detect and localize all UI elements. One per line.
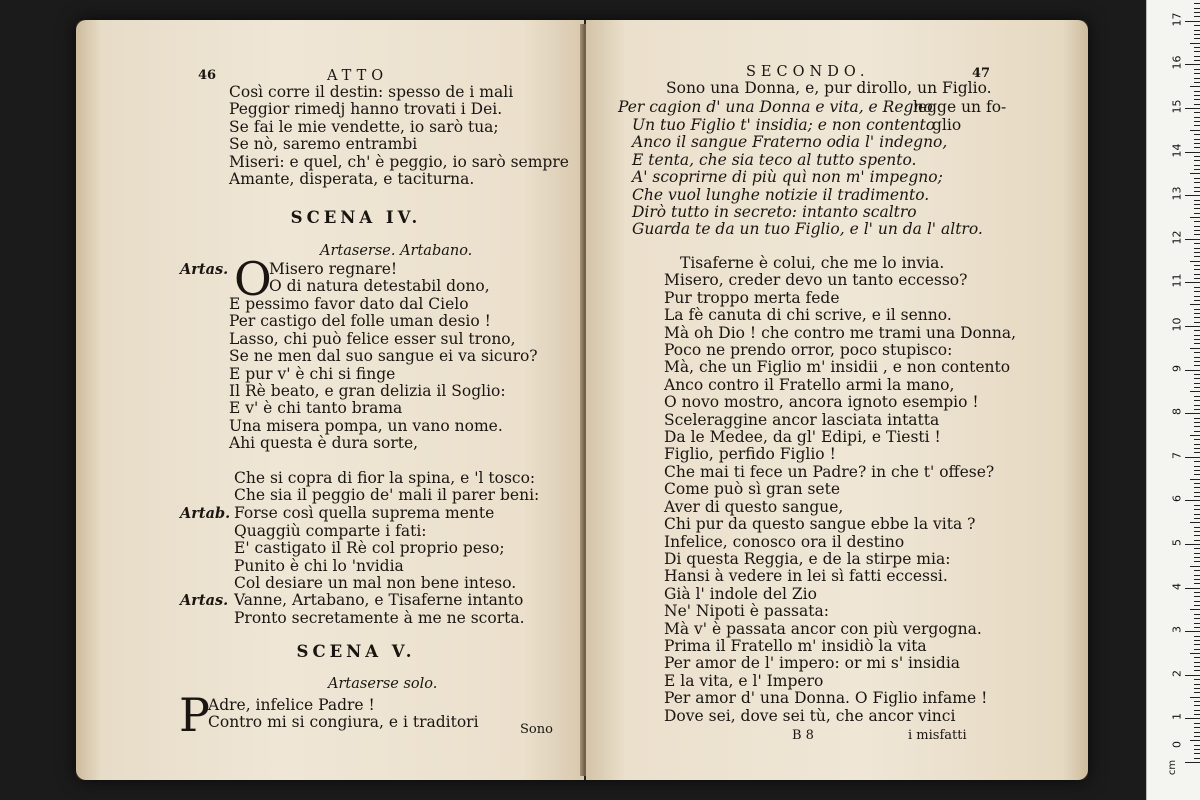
text-line: Anco il sangue Fraterno odia l' indegno, [632, 133, 948, 152]
ruler-tick [1185, 718, 1200, 719]
ruler-label: 14 [1170, 143, 1184, 158]
ruler-tick [1185, 152, 1200, 153]
ruler-tick [1194, 596, 1200, 597]
text-line: Adre, infelice Padre ! [208, 696, 375, 714]
ruler-tick [1194, 496, 1200, 497]
text-line: Prima il Fratello m' insidiò la vita [664, 636, 927, 655]
text-line: Misero regnare! [269, 260, 398, 278]
stage-direction: legge un fo- [913, 98, 1007, 116]
ruler-tick [1194, 561, 1200, 562]
ruler-tick [1185, 326, 1200, 327]
text-line: Dirò tutto in secreto: intanto scaltro [632, 203, 917, 222]
ruler-tick [1194, 679, 1200, 680]
text-line: Mà v' è passata ancor con più vergogna. [664, 619, 982, 638]
ruler-tick [1194, 487, 1200, 488]
ruler-tick [1194, 623, 1200, 624]
ruler-tick [1194, 343, 1200, 344]
ruler-tick [1194, 509, 1200, 510]
text-line: Punito è chi lo 'nvidia [234, 556, 404, 575]
scene-5-title: SCENA V. [296, 642, 416, 661]
ruler-label: 2 [1170, 669, 1184, 677]
ruler-tick [1194, 418, 1200, 419]
ruler-tick [1194, 78, 1200, 79]
text-line: Per castigo del folle uman desio ! [229, 312, 491, 331]
ruler-tick [1185, 675, 1200, 676]
ruler-tick [1194, 723, 1200, 724]
ruler-tick [1194, 278, 1200, 279]
text-line: Una misera pompa, un vano nome. [229, 416, 503, 435]
ruler-tick [1194, 56, 1200, 57]
ruler-tick [1194, 187, 1200, 188]
ruler-tick [1194, 322, 1200, 323]
ruler-tick [1194, 474, 1200, 475]
ruler-tick [1194, 448, 1200, 449]
scene-5-speech [208, 697, 479, 732]
text-line: Amante, disperata, e taciturna. [229, 170, 475, 189]
ruler-tick [1194, 688, 1200, 689]
left-opening-lines [229, 84, 569, 188]
text-line: Peggior rimedj hanno trovati i Dei. [229, 100, 503, 119]
ruler-label: 5 [1170, 539, 1184, 546]
ruler-tick [1185, 588, 1200, 589]
ruler-tick [1190, 217, 1200, 218]
ruler-tick [1194, 640, 1200, 641]
ruler-label: 15 [1170, 99, 1184, 114]
text-line: Aver di questo sangue, [664, 497, 844, 516]
ruler-tick [1194, 330, 1200, 331]
ruler-tick [1194, 383, 1200, 384]
ruler-tick [1194, 47, 1200, 48]
ruler-tick [1190, 566, 1200, 567]
text-line: Già l' indole del Zio [664, 584, 817, 603]
ruler-tick [1190, 130, 1200, 131]
ruler-tick [1194, 274, 1200, 275]
ruler-tick [1190, 740, 1200, 741]
ruler-tick [1194, 16, 1200, 17]
ruler-tick [1194, 125, 1200, 126]
text-line: Che si copra di fior la spina, e 'l tosco: [234, 469, 536, 487]
text-line: Col desiare un mal non bene inteso. [234, 574, 517, 593]
text-line: Guarda te da un tuo Figlio, e l' un da l' altro. [632, 220, 983, 239]
ruler-tick [1194, 409, 1200, 410]
left-page-number: 46 [198, 68, 217, 83]
ruler-tick [1194, 649, 1200, 650]
text-line: E pessimo favor dato dal Cielo [229, 295, 469, 313]
letter-text [632, 117, 983, 239]
text-line: Se fai le mie vendette, io sarò tua; [229, 117, 499, 136]
text-line: E tenta, che sia teco al tutto spento. [632, 150, 917, 169]
ruler-tick [1190, 697, 1200, 698]
ruler-tick [1194, 736, 1200, 737]
ruler-tick [1194, 234, 1200, 235]
ruler-tick [1190, 391, 1200, 392]
right-page [586, 20, 1088, 780]
speaker-label: Artas. [180, 592, 229, 609]
ruler-tick [1194, 710, 1200, 711]
measurement-ruler [1146, 0, 1200, 800]
ruler-tick [1194, 583, 1200, 584]
ruler-tick [1194, 339, 1200, 340]
ruler-label: 3 [1170, 626, 1184, 634]
scene-4-speech-3: Pronto secretamente à me ne scorta. [234, 609, 525, 627]
ruler-tick [1194, 296, 1200, 297]
ruler-tick [1190, 261, 1200, 262]
text-line: E la vita, e l' Impero [664, 671, 824, 690]
ruler-tick [1194, 666, 1200, 667]
scene-5-characters: Artaserse solo. [328, 676, 438, 692]
ruler-tick [1190, 348, 1200, 349]
ruler-tick [1194, 143, 1200, 144]
speaker-label: Artas. [180, 261, 229, 278]
ruler-tick [1185, 762, 1200, 763]
text-line: Chi pur da questo sangue ebbe la vita ? [664, 515, 976, 534]
text-line: Dove sei, dove sei tù, che ancor vinci [664, 706, 956, 725]
ruler-tick [1194, 400, 1200, 401]
ruler-tick [1194, 30, 1200, 31]
ruler-tick [1194, 701, 1200, 702]
ruler-tick [1194, 745, 1200, 746]
ruler-label: 6 [1170, 495, 1184, 503]
drop-cap: O [234, 252, 272, 306]
scene-4-speech-2 [234, 523, 516, 593]
ruler-tick [1194, 95, 1200, 96]
ruler-tick [1194, 269, 1200, 270]
ruler-tick [1185, 282, 1200, 283]
ruler-tick [1190, 479, 1200, 480]
text-line: Figlio, perfido Figlio ! [664, 445, 836, 464]
text-line: Poco ne prendo orror, poco stupisco: [664, 341, 953, 360]
ruler-tick [1194, 527, 1200, 528]
ruler-label: 4 [1170, 582, 1184, 590]
ruler-tick [1190, 653, 1200, 654]
ruler-tick [1194, 178, 1200, 179]
ruler-tick [1194, 505, 1200, 506]
ruler-tick [1194, 352, 1200, 353]
text-line: Che sia il peggio de' mali il parer beni: [234, 486, 540, 505]
ruler-tick [1194, 662, 1200, 663]
scene-4-speech-1-start [269, 261, 490, 296]
text-line: Di questa Reggia, e de la stirpe mia: [664, 549, 951, 568]
ruler-tick [1194, 431, 1200, 432]
ruler-tick [1194, 714, 1200, 715]
ruler-tick [1194, 335, 1200, 336]
ruler-tick [1194, 365, 1200, 366]
text-line: Per amor de l' impero: or mi s' insidia [664, 654, 961, 673]
ruler-tick [1190, 609, 1200, 610]
ruler-tick [1194, 82, 1200, 83]
ruler-tick [1194, 579, 1200, 580]
letter-intro: Per cagion d' una Donna e vita, e Regno [618, 98, 933, 116]
ruler-tick [1194, 644, 1200, 645]
ruler-tick [1194, 452, 1200, 453]
text-line: Da le Medee, da gl' Edipi, e Tiesti ! [664, 428, 941, 447]
ruler-tick [1194, 605, 1200, 606]
text-line: Che mai ti fece un Padre? in che t' offese? [664, 462, 995, 481]
ruler-tick [1194, 91, 1200, 92]
ruler-label: 10 [1170, 317, 1184, 332]
right-speech [664, 255, 1016, 725]
ruler-tick [1194, 3, 1200, 4]
ruler-tick [1194, 378, 1200, 379]
ruler-tick [1185, 544, 1200, 545]
ruler-tick [1185, 64, 1200, 65]
ruler-tick [1190, 522, 1200, 523]
ruler-label: 16 [1170, 55, 1184, 70]
text-line: Pur troppo merta fede [664, 288, 840, 307]
ruler-tick [1194, 483, 1200, 484]
scene-4-characters: Artaserse. Artabano. [320, 243, 473, 259]
ruler-tick [1194, 34, 1200, 35]
text-line: Anco contro il Fratello armi la mano, [664, 375, 955, 394]
ruler-tick [1194, 134, 1200, 135]
ruler-tick [1194, 182, 1200, 183]
text-line: Contro mi si congiura, e i traditori [208, 713, 479, 732]
ruler-tick [1194, 104, 1200, 105]
ruler-tick [1194, 535, 1200, 536]
ruler-tick [1194, 12, 1200, 13]
text-line: Come può sì gran sete [664, 480, 841, 499]
ruler-tick [1194, 601, 1200, 602]
left-running-header: ATTO [327, 68, 389, 84]
ruler-tick [1194, 422, 1200, 423]
ruler-tick [1185, 195, 1200, 196]
left-page [76, 20, 584, 780]
ruler-tick [1194, 73, 1200, 74]
ruler-tick [1194, 518, 1200, 519]
ruler-tick [1194, 169, 1200, 170]
text-line: Per amor d' una Donna. O Figlio infame ! [664, 689, 988, 708]
ruler-tick [1194, 627, 1200, 628]
ruler-tick [1194, 614, 1200, 615]
text-line: Il Rè beato, e gran delizia il Soglio: [229, 382, 506, 401]
ruler-tick [1194, 191, 1200, 192]
ruler-tick [1194, 405, 1200, 406]
ruler-tick [1185, 239, 1200, 240]
right-catchword: i misfatti [908, 728, 967, 743]
ruler-tick [1194, 208, 1200, 209]
ruler-label: 1 [1170, 713, 1184, 721]
right-page-number: 47 [972, 66, 991, 81]
ruler-tick [1190, 435, 1200, 436]
ruler-tick [1194, 300, 1200, 301]
ruler-tick [1194, 618, 1200, 619]
ruler-tick [1194, 570, 1200, 571]
ruler-tick [1194, 727, 1200, 728]
ruler-tick [1194, 692, 1200, 693]
ruler-tick [1194, 287, 1200, 288]
ruler-tick [1194, 51, 1200, 52]
ruler-tick [1194, 204, 1200, 205]
right-first-line: Sono una Donna, e, pur dirollo, un Figlio. [666, 79, 992, 97]
text-line: Se ne men dal suo sangue ei va sicuro? [229, 347, 538, 366]
ruler-tick [1194, 256, 1200, 257]
ruler-tick [1194, 117, 1200, 118]
ruler-tick [1194, 470, 1200, 471]
ruler-tick [1194, 112, 1200, 113]
left-catchword: Sono [520, 722, 553, 737]
text-line: E v' è chi tanto brama [229, 399, 403, 418]
ruler-label: 0 [1170, 741, 1184, 748]
ruler-tick [1194, 313, 1200, 314]
ruler-tick [1194, 160, 1200, 161]
ruler-tick [1194, 309, 1200, 310]
text-line: E' castigato il Rè col proprio peso; [234, 539, 505, 558]
text-line: O novo mostro, ancora ignoto esempio ! [664, 393, 979, 412]
ruler-tick [1194, 540, 1200, 541]
right-running-header: SECONDO. [746, 64, 870, 80]
text-line: Tisaferne è colui, che me lo invia. [680, 254, 945, 272]
ruler-tick [1194, 575, 1200, 576]
ruler-tick [1194, 248, 1200, 249]
open-book [76, 20, 1088, 780]
ruler-tick [1194, 243, 1200, 244]
text-line: Così corre il destin: spesso de i mali [229, 83, 514, 101]
ruler-tick [1194, 200, 1200, 201]
scene-4-title: SCENA IV. [290, 208, 422, 227]
ruler-label: 7 [1170, 451, 1184, 459]
ruler-tick [1194, 25, 1200, 26]
ruler-tick [1194, 357, 1200, 358]
ruler-tick [1194, 758, 1200, 759]
ruler-tick [1194, 426, 1200, 427]
ruler-tick [1190, 304, 1200, 305]
ruler-tick [1194, 732, 1200, 733]
ruler-label: 9 [1170, 364, 1184, 372]
text-line: Miseri: e quel, ch' è peggio, io sarò sempre [229, 152, 569, 171]
text-line: Un tuo Figlio t' insidia; e non contento [632, 116, 936, 134]
ruler-tick [1185, 413, 1200, 414]
text-line: A' scoprirne di più quì non m' impegno; [632, 168, 943, 187]
ruler-tick [1185, 108, 1200, 109]
ruler-tick [1194, 221, 1200, 222]
ruler-tick [1194, 99, 1200, 100]
ruler-tick [1190, 173, 1200, 174]
ruler-tick [1194, 387, 1200, 388]
ruler-tick [1194, 592, 1200, 593]
ruler-tick [1194, 291, 1200, 292]
ruler-tick [1194, 753, 1200, 754]
text-line: Mà, che un Figlio m' insidii , e non contento [664, 358, 1011, 377]
ruler-tick [1194, 60, 1200, 61]
ruler-tick [1185, 500, 1200, 501]
ruler-tick [1194, 461, 1200, 462]
text-line: Misero, creder devo un tanto eccesso? [664, 271, 968, 290]
text-line: La fè canuta di chi scrive, e il senno. [664, 306, 952, 325]
text-line: E pur v' è chi si finge [229, 364, 396, 383]
ruler-tick [1194, 657, 1200, 658]
ruler-tick [1185, 370, 1200, 371]
ruler-label: 12 [1170, 230, 1184, 245]
ruler-tick [1194, 121, 1200, 122]
ruler-tick [1194, 361, 1200, 362]
drop-cap: P [179, 688, 210, 742]
text-line: Ne' Nipoti è passata: [664, 602, 829, 621]
text-line: Lasso, chi può felice esser sul trono, [229, 329, 516, 348]
stage-direction-continued: glio [932, 116, 962, 134]
ruler-tick [1194, 317, 1200, 318]
ruler-label: 11 [1170, 273, 1184, 288]
ruler-tick [1194, 230, 1200, 231]
text-line: Sceleraggine ancor lasciata intatta [664, 410, 940, 429]
ruler-tick [1194, 213, 1200, 214]
text-line: O di natura detestabil dono, [269, 277, 490, 296]
scene-4-speech-1-end [234, 470, 539, 505]
text-line: Ahi questa è dura sorte, [229, 434, 419, 453]
ruler-tick [1194, 444, 1200, 445]
ruler-tick [1194, 514, 1200, 515]
ruler-tick [1194, 670, 1200, 671]
speaker-label: Artab. [180, 505, 231, 522]
ruler-tick [1194, 749, 1200, 750]
ruler-tick [1194, 439, 1200, 440]
text-line: Se nò, saremo entrambi [229, 135, 418, 154]
ruler-unit: cm [1167, 759, 1179, 776]
ruler-tick [1194, 492, 1200, 493]
ruler-tick [1194, 165, 1200, 166]
ruler-tick [1185, 457, 1200, 458]
ruler-tick [1194, 147, 1200, 148]
scene-4-speech-2-start: Forse così quella suprema mente [234, 504, 495, 522]
ruler-tick [1194, 684, 1200, 685]
ruler-tick [1190, 43, 1200, 44]
ruler-label: 8 [1170, 408, 1184, 416]
ruler-tick [1194, 557, 1200, 558]
ruler-tick [1194, 265, 1200, 266]
signature-mark: B 8 [792, 728, 814, 743]
ruler-tick [1194, 636, 1200, 637]
ruler-tick [1194, 396, 1200, 397]
text-line: Che vuol lunghe notizie il tradimento. [632, 185, 930, 204]
ruler-tick [1194, 553, 1200, 554]
text-line: Mà oh Dio ! che contro me trami una Donna, [664, 323, 1017, 342]
scene-4-speech-1 [229, 296, 538, 453]
ruler-tick [1194, 38, 1200, 39]
ruler-label: 17 [1170, 12, 1184, 27]
ruler-tick [1185, 631, 1200, 632]
ruler-tick [1194, 548, 1200, 549]
ruler-tick [1194, 531, 1200, 532]
text-line: Infelice, conosco ora il destino [664, 532, 905, 551]
ruler-tick [1194, 374, 1200, 375]
ruler-tick [1185, 21, 1200, 22]
ruler-tick [1194, 139, 1200, 140]
ruler-tick [1194, 156, 1200, 157]
ruler-tick [1194, 466, 1200, 467]
ruler-tick [1194, 226, 1200, 227]
scene-4-speech-3-start: Vanne, Artabano, e Tisaferne intanto [234, 591, 524, 609]
ruler-tick [1194, 69, 1200, 70]
ruler-label: 13 [1170, 186, 1184, 201]
ruler-tick [1194, 705, 1200, 706]
text-line: Hansi à vedere in lei sì fatti eccessi. [664, 567, 948, 586]
text-line: Quaggiù comparte i fati: [234, 522, 427, 540]
ruler-tick [1194, 252, 1200, 253]
ruler-tick [1190, 86, 1200, 87]
ruler-tick [1194, 8, 1200, 9]
